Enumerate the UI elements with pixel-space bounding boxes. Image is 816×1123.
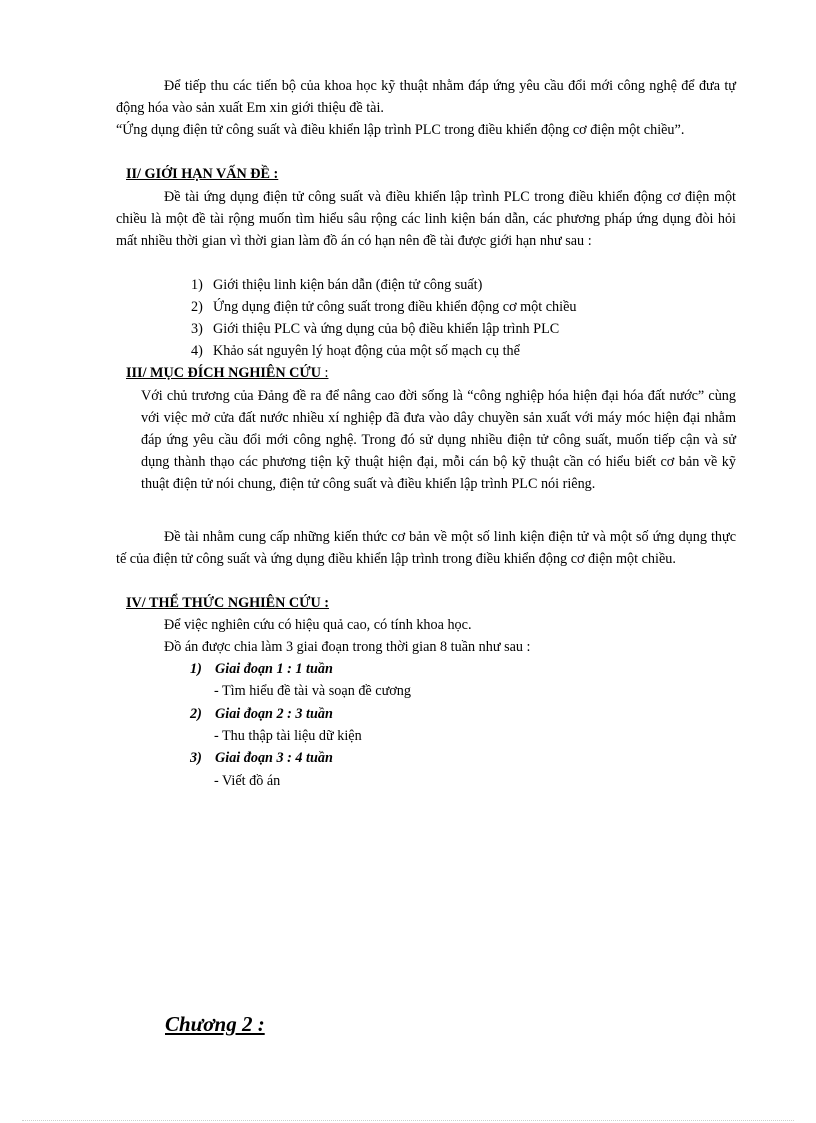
stage-title: 1) Giai đoạn 1 : 1 tuần xyxy=(190,661,333,677)
limits-paragraph xyxy=(116,186,736,252)
intro-text: Để tiếp thu các tiến bộ của khoa học kỹ thuật nhằm đáp ứng yêu cầu đổi mới công nghệ để đưa tự động hóa vào sản xuất Em xin giới thiệu đề tài. xyxy=(116,78,736,116)
stage-title: 2) Giai đoạn 2 : 3 tuần xyxy=(190,706,333,722)
method-line-2: Đồ án được chia làm 3 giai đoạn trong thời gian 8 tuần như sau : xyxy=(164,639,531,655)
section-heading-method: IV/ THỂ THỨC NGHIÊN CỨU : xyxy=(126,595,329,611)
list-item: 2) Ứng dụng điện tử công suất trong điều khiển động cơ một chiều xyxy=(191,299,577,315)
purpose-text-2: Đề tài nhằm cung cấp những kiến thức cơ bản về một số linh kiện điện tử và một số ứng dụng thực tế của điện tử công suất và ứng dụng điều khiển lập trình trong điều khiển động cơ điện một chiều. xyxy=(116,529,736,567)
stage-title: 3) Giai đoạn 3 : 4 tuần xyxy=(190,750,333,766)
stage-detail: - Thu thập tài liệu dữ kiện xyxy=(214,728,362,744)
method-line-1: Để việc nghiên cứu có hiệu quả cao, có tính khoa học. xyxy=(164,617,472,633)
purpose-paragraph-1: Với chủ trương của Đảng đề ra để nâng cao đời sống là “công nghiệp hóa hiện đại hóa đất nước” cùng với việc mở cửa đất nước nhiều xí nghiệp đã đưa vào dây chuyền sản xuất với máy móc hiện đại nhằm đáp ứng yêu cầu đổi mới công nghệ. Trong đó sử dụng nhiều điện tử công suất, muốn tiếp cận và sử dụng thành thạo các phương tiện kỹ thuật hiện đại, mỗi cán bộ kỹ thuật cần có hiểu biết cơ bản về kỹ thuật điện tử nói chung, điện tử công suất và điều khiển lập trình PLC nói riêng. xyxy=(141,388,736,492)
page-bottom-divider xyxy=(22,1120,794,1121)
stage-detail: - Tìm hiểu đề tài và soạn đề cương xyxy=(214,683,411,699)
thesis-title: “Ứng dụng điện tử công suất và điều khiển lập trình PLC trong điều khiển động cơ điện một chiều”. xyxy=(116,122,685,138)
stage-detail: - Viết đồ án xyxy=(214,773,281,789)
list-item: 1) Giới thiệu linh kiện bán dẫn (điện tử công suất) xyxy=(191,277,483,293)
chapter-title: Chương 2 : xyxy=(165,1012,265,1036)
limits-text: Đề tài ứng dụng điện tử công suất và điều khiển lập trình PLC trong điều khiển động cơ điện một chiều là một đề tài rộng muốn tìm hiểu sâu rộng các linh kiện bán dẫn, các phương pháp ứng dụng đòi hỏi mất nhiều thời gian vì thời gian làm đồ án có hạn nên đề tài được giới hạn như sau : xyxy=(116,189,736,249)
list-item: 3) Giới thiệu PLC và ứng dụng của bộ điều khiển lập trình PLC xyxy=(191,321,560,337)
intro-paragraph xyxy=(116,75,736,119)
purpose-paragraph-2 xyxy=(116,526,736,570)
section-heading-limits: II/ GIỚI HẠN VẤN ĐỀ : xyxy=(126,166,279,182)
section-heading-purpose: III/ MỤC ĐÍCH NGHIÊN CỨU : xyxy=(126,365,329,381)
list-item: 4) Khảo sát nguyên lý hoạt động của một số mạch cụ thể xyxy=(191,343,520,359)
